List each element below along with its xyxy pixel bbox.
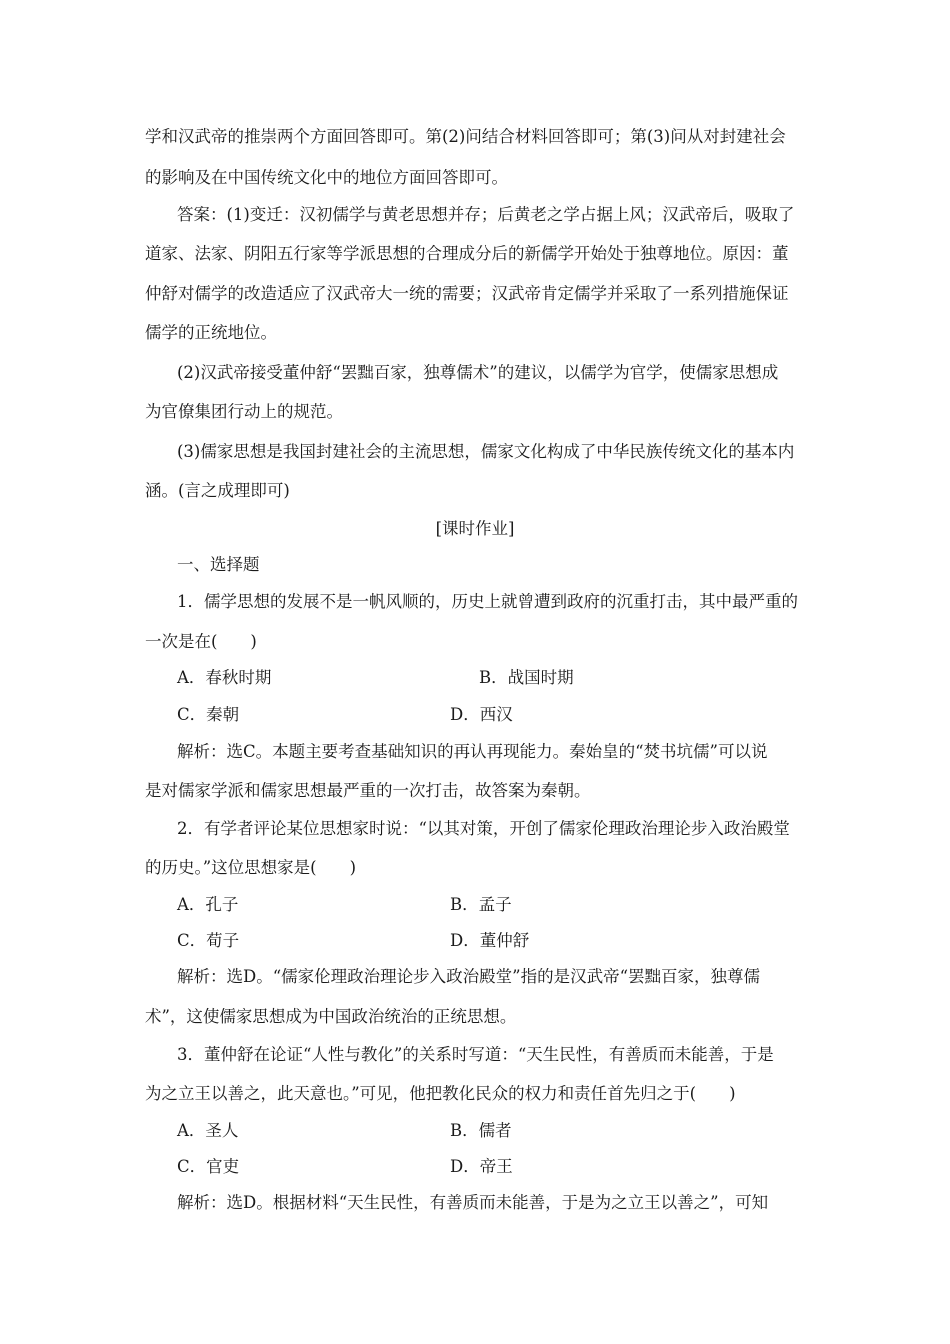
q2-option-a: A．孔子 bbox=[177, 895, 239, 914]
q1-option-c: C．秦朝 bbox=[177, 705, 240, 724]
q1-option-b: B．战国时期 bbox=[479, 668, 574, 687]
q3-stem-line-2: 为之立王以善之，此天意也。”可见，他把教化民众的权力和责任首先归之于( ) bbox=[145, 1084, 736, 1103]
intro-line-2: 的影响及在中国传统文化中的地位方面回答即可。 bbox=[145, 168, 508, 187]
q2-option-d: D．董仲舒 bbox=[450, 931, 530, 950]
q2-analysis-line-1: 解析：选D。“儒家伦理政治理论步入政治殿堂”指的是汉武帝“罢黜百家，独尊儒 bbox=[177, 967, 761, 986]
q3-analysis-line-1: 解析：选D。根据材料“天生民性，有善质而未能善，于是为之立王以善之”，可知 bbox=[177, 1193, 769, 1212]
answer-p3-line-1: (3)儒家思想是我国封建社会的主流思想，儒家文化构成了中华民族传统文化的基本内 bbox=[177, 442, 795, 461]
q1-analysis-line-2: 是对儒家学派和儒家思想最严重的一次打击，故答案为秦朝。 bbox=[145, 781, 591, 800]
q1-option-d: D．西汉 bbox=[450, 705, 513, 724]
section-title: [课时作业] bbox=[435, 519, 515, 538]
answer-p1-line-3: 仲舒对儒学的改造适应了汉武帝大一统的需要；汉武帝肯定儒学并采取了一系列措施保证 bbox=[145, 284, 789, 303]
part-title: 一、选择题 bbox=[177, 555, 260, 574]
answer-p1-line-1: 答案：(1)变迁：汉初儒学与黄老思想并存；后黄老之学占据上风；汉武帝后，吸取了 bbox=[177, 205, 795, 224]
answer-p1-line-2: 道家、法家、阴阳五行家等学派思想的合理成分后的新儒学开始处于独尊地位。原因：董 bbox=[145, 244, 789, 263]
q2-stem-line-1: 2．有学者评论某位思想家时说：“以其对策，开创了儒家伦理政治理论步入政治殿堂 bbox=[177, 819, 790, 838]
q2-stem-line-2: 的历史。”这位思想家是( ) bbox=[145, 858, 357, 877]
answer-p1-line-4: 儒学的正统地位。 bbox=[145, 323, 277, 342]
q2-option-c: C．荀子 bbox=[177, 931, 240, 950]
q1-stem-line-2: 一次是在( ) bbox=[145, 632, 257, 651]
q3-option-c: C．官吏 bbox=[177, 1157, 240, 1176]
q2-option-b: B．孟子 bbox=[450, 895, 512, 914]
answer-p2-line-2: 为官僚集团行动上的规范。 bbox=[145, 402, 343, 421]
q1-analysis-line-1: 解析：选C。本题主要考查基础知识的再认再现能力。秦始皇的“焚书坑儒”可以说 bbox=[177, 742, 768, 761]
q1-stem-line-1: 1．儒学思想的发展不是一帆风顺的，历史上就曾遭到政府的沉重打击，其中最严重的 bbox=[177, 592, 798, 611]
q3-option-a: A．圣人 bbox=[177, 1121, 239, 1140]
q3-option-d: D．帝王 bbox=[450, 1157, 513, 1176]
q3-stem-line-1: 3．董仲舒在论证“人性与教化”的关系时写道：“天生民性，有善质而未能善，于是 bbox=[177, 1045, 774, 1064]
q2-analysis-line-2: 术”，这使儒家思想成为中国政治统治的正统思想。 bbox=[145, 1007, 517, 1026]
q1-option-a: A．春秋时期 bbox=[177, 668, 272, 687]
intro-line-1: 学和汉武帝的推崇两个方面回答即可。第(2)问结合材料回答即可；第(3)问从对封建社会 bbox=[145, 127, 786, 146]
answer-p2-line-1: (2)汉武帝接受董仲舒“罢黜百家，独尊儒术”的建议，以儒学为官学，使儒家思想成 bbox=[177, 363, 779, 382]
q3-option-b: B．儒者 bbox=[450, 1121, 512, 1140]
answer-p3-line-2: 涵。(言之成理即可) bbox=[145, 481, 290, 500]
